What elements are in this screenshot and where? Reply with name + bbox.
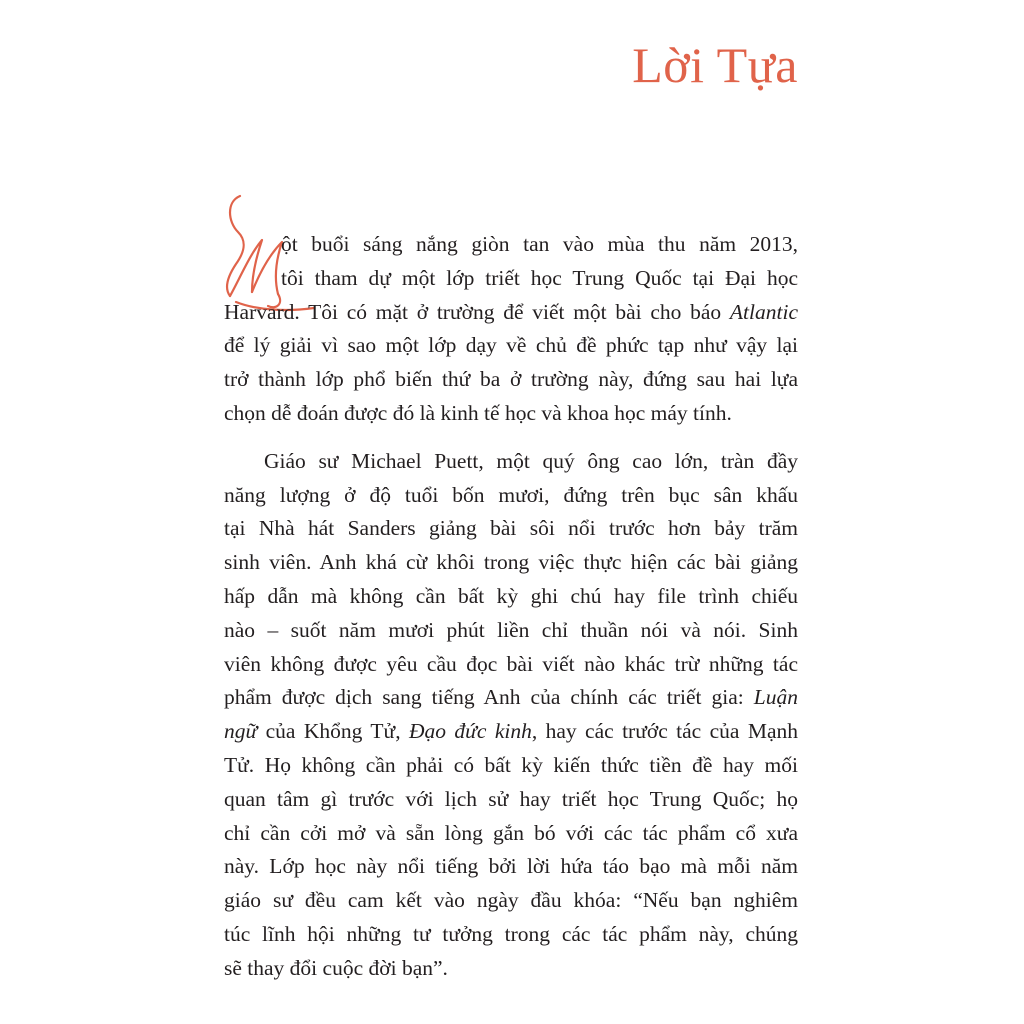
text-line: tại Nhà hát Sanders giảng bài sôi nổi trước hơn bảy trăm	[224, 516, 798, 541]
text-line: sẽ thay đổi cuộc đời bạn”.	[224, 955, 448, 980]
text-line	[224, 715, 798, 749]
text-line: giáo sư đều cam kết vào ngày đầu khóa: “Nếu bạn nghiêm	[224, 888, 798, 913]
body-text	[224, 228, 798, 986]
italic-title: Luận	[753, 685, 798, 710]
text-line: viên không được yêu cầu đọc bài viết nào khác trừ những tác	[224, 651, 798, 676]
text-line: ột buổi sáng nắng giòn tan vào mùa thu năm 2013,	[281, 232, 798, 256]
text-line: sinh viên. Anh khá cừ khôi trong việc thực hiện các bài giảng	[224, 550, 798, 575]
text-line: chọn dễ đoán được đó là kinh tế học và khoa học máy tính.	[224, 400, 732, 425]
italic-title: Đạo đức kinh	[408, 719, 532, 744]
page-title: Lời Tựa	[632, 37, 798, 93]
text-line	[224, 296, 798, 330]
text-line: chỉ cần cởi mở và sẵn lòng gắn bó với các tác phẩm cổ xưa	[224, 820, 798, 845]
italic-title: Atlantic	[729, 299, 798, 324]
text-span: Harvard. Tôi có mặt ở trường để viết một bài cho báo	[224, 299, 722, 324]
text-line: Giáo sư Michael Puett, một quý ông cao lớn, tràn đầy	[264, 448, 798, 473]
text-line: nào – suốt năm mươi phút liền chỉ thuần nói và nói. Sinh	[224, 617, 798, 642]
text-line: trở thành lớp phổ biến thứ ba ở trường này, đứng sau hai lựa	[224, 367, 798, 392]
text-span: của Khổng Tử,	[265, 719, 401, 744]
italic-title: ngữ	[224, 719, 258, 744]
text-line	[224, 681, 798, 715]
text-line: túc lĩnh hội những tư tưởng trong các tác phẩm này, chúng	[224, 921, 798, 946]
text-span: phẩm được dịch sang tiếng Anh của chính các triết gia:	[224, 685, 744, 710]
text-line: quan tâm gì trước với lịch sử hay triết học Trung Quốc; họ	[224, 786, 798, 811]
text-line: này. Lớp học này nổi tiếng bởi lời hứa táo bạo mà mỗi năm	[224, 854, 798, 879]
text-line: Tử. Họ không cần phải có bất kỳ kiến thức tiền đề hay mối	[224, 752, 798, 777]
text-line: hấp dẫn mà không cần bất kỳ ghi chú hay file trình chiếu	[224, 583, 798, 608]
text-line: tôi tham dự một lớp triết học Trung Quốc tại Đại học	[281, 265, 798, 290]
text-line: để lý giải vì sao một lớp dạy về chủ đề phức tạp như vậy lại	[224, 333, 798, 358]
text-span: , hay các trước tác của Mạnh	[531, 719, 799, 744]
text-line: năng lượng ở độ tuổi bốn mươi, đứng trên bục sân khấu	[224, 482, 798, 507]
